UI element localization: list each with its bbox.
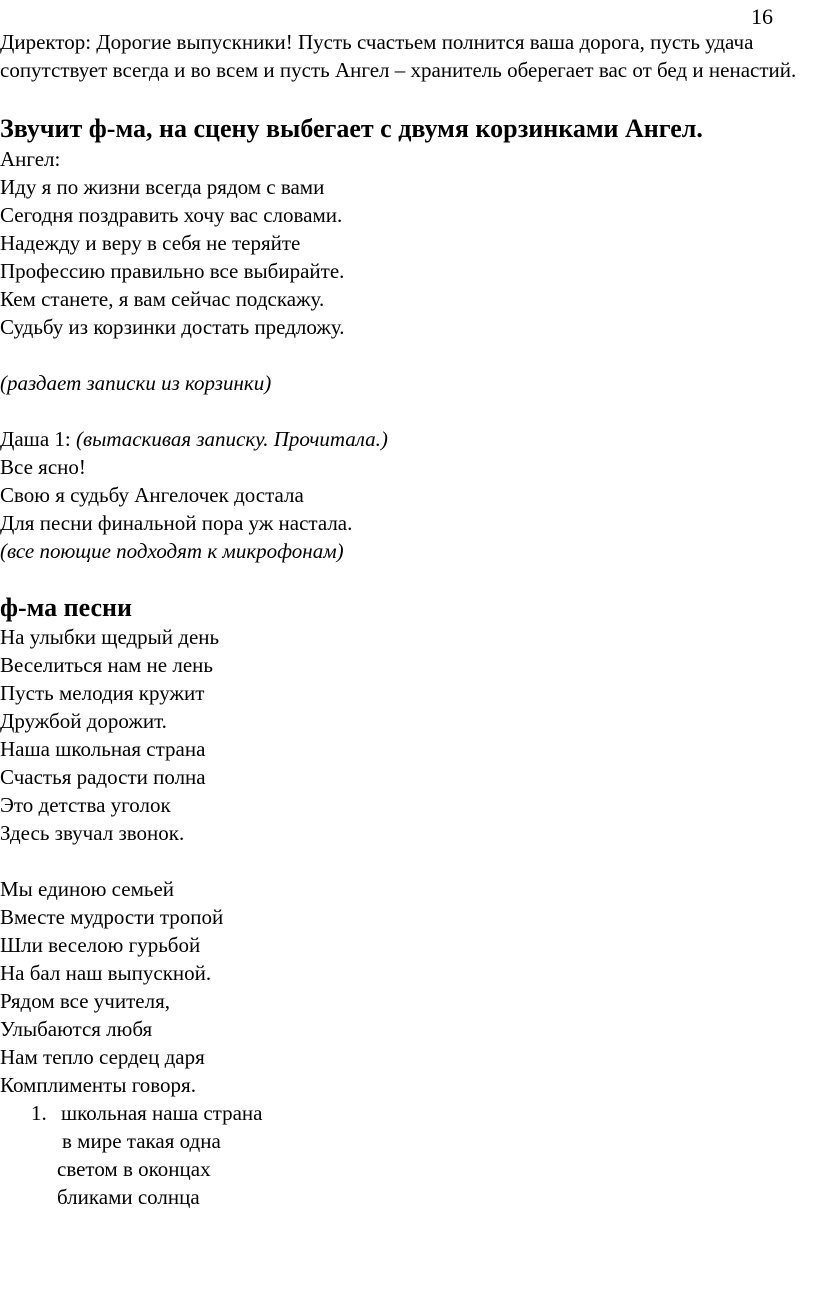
dasha-line: Для песни финальной пора уж настала. xyxy=(0,511,353,535)
song-line: Это детства уголок xyxy=(0,793,171,817)
stage-direction: (раздает записки из корзинки) xyxy=(0,371,272,395)
song-line: Мы единою семьей xyxy=(0,877,174,901)
angel-line: Профессию правильно все выбирайте. xyxy=(0,259,345,283)
angel-line: Надежду и веру в себя не теряйте xyxy=(0,231,301,255)
angel-line: Сегодня поздравить хочу вас словами. xyxy=(0,203,343,227)
song-line: На бал наш выпускной. xyxy=(0,961,212,985)
song-line: Счастья радости полна xyxy=(0,765,206,789)
spacer xyxy=(0,847,812,875)
song-line: Веселиться нам не лень xyxy=(0,653,213,677)
chorus-line: бликами солнца xyxy=(57,1185,200,1209)
dasha-speaker: Даша 1: xyxy=(0,427,76,451)
dasha-line: Свою я судьбу Ангелочек достала xyxy=(0,483,304,507)
document-body xyxy=(0,28,812,1211)
song-line: Комплименты говоря. xyxy=(0,1073,196,1097)
song-line: Здесь звучал звонок. xyxy=(0,821,185,845)
song-heading: ф-ма песни xyxy=(0,593,133,622)
dasha-direction: (вытаскивая записку. Прочитала.) xyxy=(75,427,388,451)
song-line: Дружбой дорожит. xyxy=(0,709,167,733)
chorus-list xyxy=(0,1099,812,1127)
spacer xyxy=(0,84,812,112)
angel-line: Судьбу из корзинки достать предложу. xyxy=(0,315,345,339)
dasha-speech-intro xyxy=(0,425,812,453)
stage-direction: (все поющие подходят к микрофонам) xyxy=(0,539,344,563)
spacer xyxy=(0,397,812,425)
song-line: Шли веселою гурьбой xyxy=(0,933,201,957)
song-line: Вместе мудрости тропой xyxy=(0,905,224,929)
song-line: Наша школьная страна xyxy=(0,737,206,761)
chorus-item xyxy=(0,1099,812,1127)
chorus-line: в мире такая одна xyxy=(62,1129,221,1153)
song-line: Нам тепло сердец даря xyxy=(0,1045,205,1069)
chorus-line: светом в оконцах xyxy=(57,1157,211,1181)
song-line: На улыбки щедрый день xyxy=(0,625,220,649)
dasha-line: Все ясно! xyxy=(0,455,86,479)
page-number: 16 xyxy=(751,4,773,29)
spacer xyxy=(0,565,812,593)
chorus-line: школьная наша страна xyxy=(61,1101,263,1125)
angel-line: Кем станете, я вам сейчас подскажу. xyxy=(0,287,325,311)
song-line: Рядом все учителя, xyxy=(0,989,170,1013)
angel-speaker: Ангел: xyxy=(0,147,61,171)
angel-line: Иду я по жизни всегда рядом с вами xyxy=(0,175,325,199)
scene-heading: Звучит ф-ма, на сцену выбегает с двумя корзинками Ангел. xyxy=(0,114,703,143)
song-line: Пусть мелодия кружит xyxy=(0,681,205,705)
song-line: Улыбаются любя xyxy=(0,1017,153,1041)
list-number: 1. xyxy=(31,1101,47,1125)
spacer xyxy=(0,341,812,369)
director-speech: Директор: Дорогие выпускники! Пусть счастьем полнится ваша дорога, пусть удача сопутствует всегда и во всем и пусть Ангел – хранитель оберегает вас от бед и ненастий. xyxy=(0,30,797,82)
